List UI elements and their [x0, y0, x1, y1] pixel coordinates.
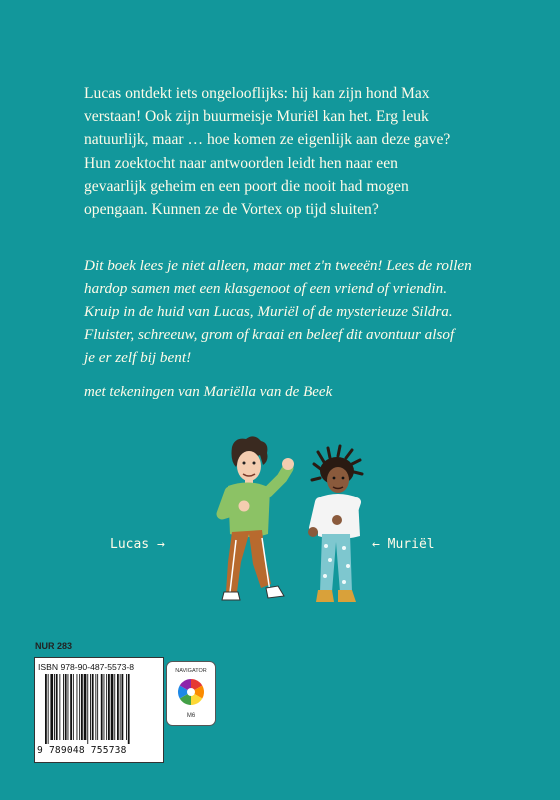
- blurb-line: je er zelf bij bent!: [84, 348, 192, 366]
- blurb-line: hardop samen met een klasgenoot of een vriend of vriendin.: [84, 279, 448, 297]
- blurb-line: natuurlijk, maar … hoe komen ze eigenlijk aan deze gave?: [84, 131, 451, 149]
- blurb-line: Dit boek lees je niet alleen, maar met z'n tweeën! Lees de rollen: [84, 257, 472, 274]
- blurb-line: Kruip in de huid van Lucas, Muriël of de mysterieuze Sildra.: [84, 302, 453, 320]
- blurb-line: Fluister, schreeuw, grom of kraai en beleef dit avontuur alsof: [84, 325, 455, 343]
- barcode-icon: [45, 674, 153, 744]
- muriel-figure: [308, 446, 362, 602]
- blurb-line: opengaan. Kunnen ze de Vortex op tijd sluiten?: [84, 201, 379, 219]
- blurb-paragraph-1: [84, 82, 494, 221]
- blurb-paragraph-2: [84, 255, 504, 370]
- nur-code: NUR 283: [35, 641, 73, 651]
- blurb-line: Hun zoektocht naar antwoorden leidt hen naar een: [84, 154, 398, 172]
- badge-top-label: NAVIGATOR: [175, 668, 207, 674]
- blurb-line: Lucas ontdekt iets ongelooflijks: hij kan zijn hond Max: [84, 85, 430, 102]
- blurb-line: verstaan! Ook zijn buurmeisje Muriël kan het. Erg leuk: [84, 108, 429, 126]
- navigator-badge-icon: [166, 661, 216, 726]
- illustrator-credit: met tekeningen van Mariëlla van de Beek: [84, 384, 333, 400]
- blurb-line: gevaarlijk geheim en een poort die nooit had mogen: [84, 177, 409, 195]
- isbn-text: ISBN 978-90-487-5573-8: [38, 662, 135, 672]
- lucas-figure: [222, 436, 294, 600]
- barcode-box: [34, 657, 164, 763]
- characters-illustration: [0, 430, 560, 630]
- label-muriel: ← Muriël: [372, 537, 435, 552]
- barcode-digits: 9 789048 755738: [37, 745, 127, 756]
- label-lucas: Lucas →: [110, 537, 165, 552]
- badge-bottom-label: M6: [186, 713, 196, 719]
